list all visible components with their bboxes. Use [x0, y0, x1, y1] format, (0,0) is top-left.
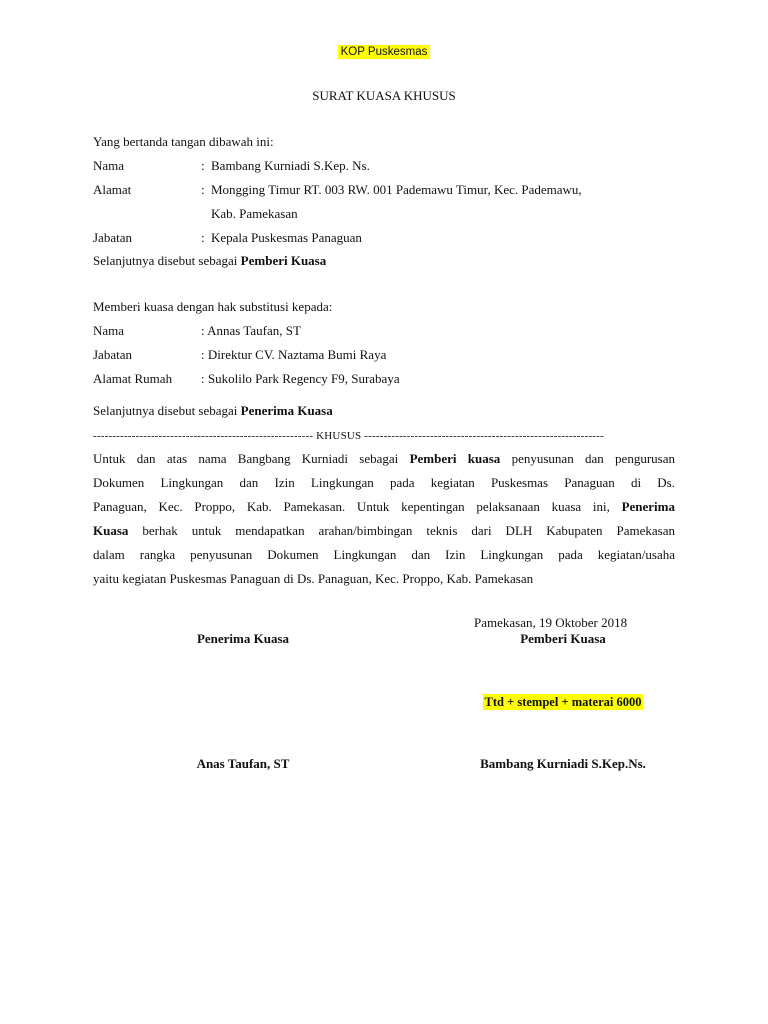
- pemberi-alamat-value-line2: Kab. Pamekasan: [211, 206, 298, 221]
- penerima-kuasa-heading: Penerima Kuasa: [196, 631, 290, 646]
- khusus-separator: --------------------------------------------------------- KHUSUS --------------------------------------------------------------: [93, 430, 604, 442]
- penerima-jabatan-row: [0, 347, 768, 363]
- pemberi-nama-row: [0, 158, 768, 174]
- letterhead-placeholder: [0, 42, 768, 60]
- pemberi-alamat-label: Alamat: [93, 182, 132, 197]
- pemberi-nama-label: Nama: [93, 158, 125, 173]
- penerima-nama-value: : Annas Taufan, ST: [201, 323, 301, 338]
- pemberi-kuasa-label: Pemberi Kuasa: [240, 253, 327, 268]
- stamp-note: Ttd + stempel + materai 6000: [484, 695, 642, 709]
- pemberi-signatory-name: Bambang Kurniadi S.Kep.Ns.: [480, 756, 646, 771]
- pemberi-alamat-value-line1: Mongging Timur RT. 003 RW. 001 Pademawu Timur, Kec. Pademawu,: [211, 182, 582, 197]
- pemberi-jabatan-value: Kepala Puskesmas Panaguan: [211, 230, 362, 245]
- body-line-4: Kuasa berhak untuk mendapatkan arahan/bimbingan teknis dari DLH Kabupaten Pamekasan: [93, 523, 675, 538]
- pemberi-kuasa-heading: Pemberi Kuasa: [520, 631, 606, 646]
- document-title: SURAT KUASA KHUSUS: [312, 88, 456, 103]
- intro-text: Yang bertanda tangan dibawah ini:: [93, 134, 274, 149]
- body-line-1: Untuk dan atas nama Bangbang Kurniadi sebagai Pemberi kuasa penyusunan dan pengurusan: [93, 451, 675, 466]
- penerima-jabatan-label: Jabatan: [93, 347, 132, 362]
- pemberi-kuasa-emphasis: Pemberi kuasa: [409, 451, 501, 466]
- penerima-jabatan-value: : Direktur CV. Naztama Bumi Raya: [201, 347, 387, 362]
- stamp-note-wrapper: [463, 693, 663, 711]
- penerima-emphasis: Penerima: [621, 499, 675, 514]
- penerima-signatory-name: Anas Taufan, ST: [196, 756, 290, 771]
- pemberi-nama-value: Bambang Kurniadi S.Kep. Ns.: [211, 158, 370, 173]
- kuasa-emphasis: Kuasa: [93, 523, 129, 538]
- body-line-2: Dokumen Lingkungan dan Izin Lingkungan pada kegiatan Puskesmas Panaguan di Ds.: [93, 475, 675, 490]
- kop-highlight: KOP Puskesmas: [338, 45, 431, 59]
- pemberi-jabatan-row: [0, 230, 768, 246]
- pemberi-jabatan-label: Jabatan: [93, 230, 132, 245]
- colon: :: [201, 230, 205, 245]
- pemberi-alamat-row: [0, 182, 768, 198]
- penerima-designation: [93, 403, 333, 419]
- body-line-6: yaitu kegiatan Puskesmas Panaguan di Ds. Panaguan, Kec. Proppo, Kab. Pamekasan: [93, 571, 534, 586]
- penerima-nama-row: [0, 323, 768, 339]
- colon: :: [201, 158, 205, 173]
- place-date: Pamekasan, 19 Oktober 2018: [474, 615, 628, 630]
- penerima-alamat-row: [0, 371, 768, 387]
- pemberi-alamat-row-2: [0, 206, 768, 222]
- body-line-5: dalam rangka penyusunan Dokumen Lingkungan dan Izin Lingkungan pada kegiatan/usaha: [93, 547, 675, 562]
- penerima-intro: Memberi kuasa dengan hak substitusi kepada:: [93, 299, 333, 314]
- penerima-nama-label: Nama: [93, 323, 125, 338]
- penerima-alamat-label: Alamat Rumah: [93, 371, 173, 386]
- colon: :: [201, 182, 205, 197]
- penerima-alamat-value: : Sukolilo Park Regency F9, Surabaya: [201, 371, 400, 386]
- penerima-kuasa-label: Penerima Kuasa: [240, 403, 333, 418]
- pemberi-designation: [93, 253, 326, 269]
- designation-prefix: Selanjutnya disebut sebagai: [93, 253, 241, 268]
- body-line-3: Panaguan, Kec. Proppo, Kab. Pamekasan. Untuk kepentingan pelaksanaan kuasa ini, Penerima: [93, 499, 675, 514]
- designation-prefix: Selanjutnya disebut sebagai: [93, 403, 241, 418]
